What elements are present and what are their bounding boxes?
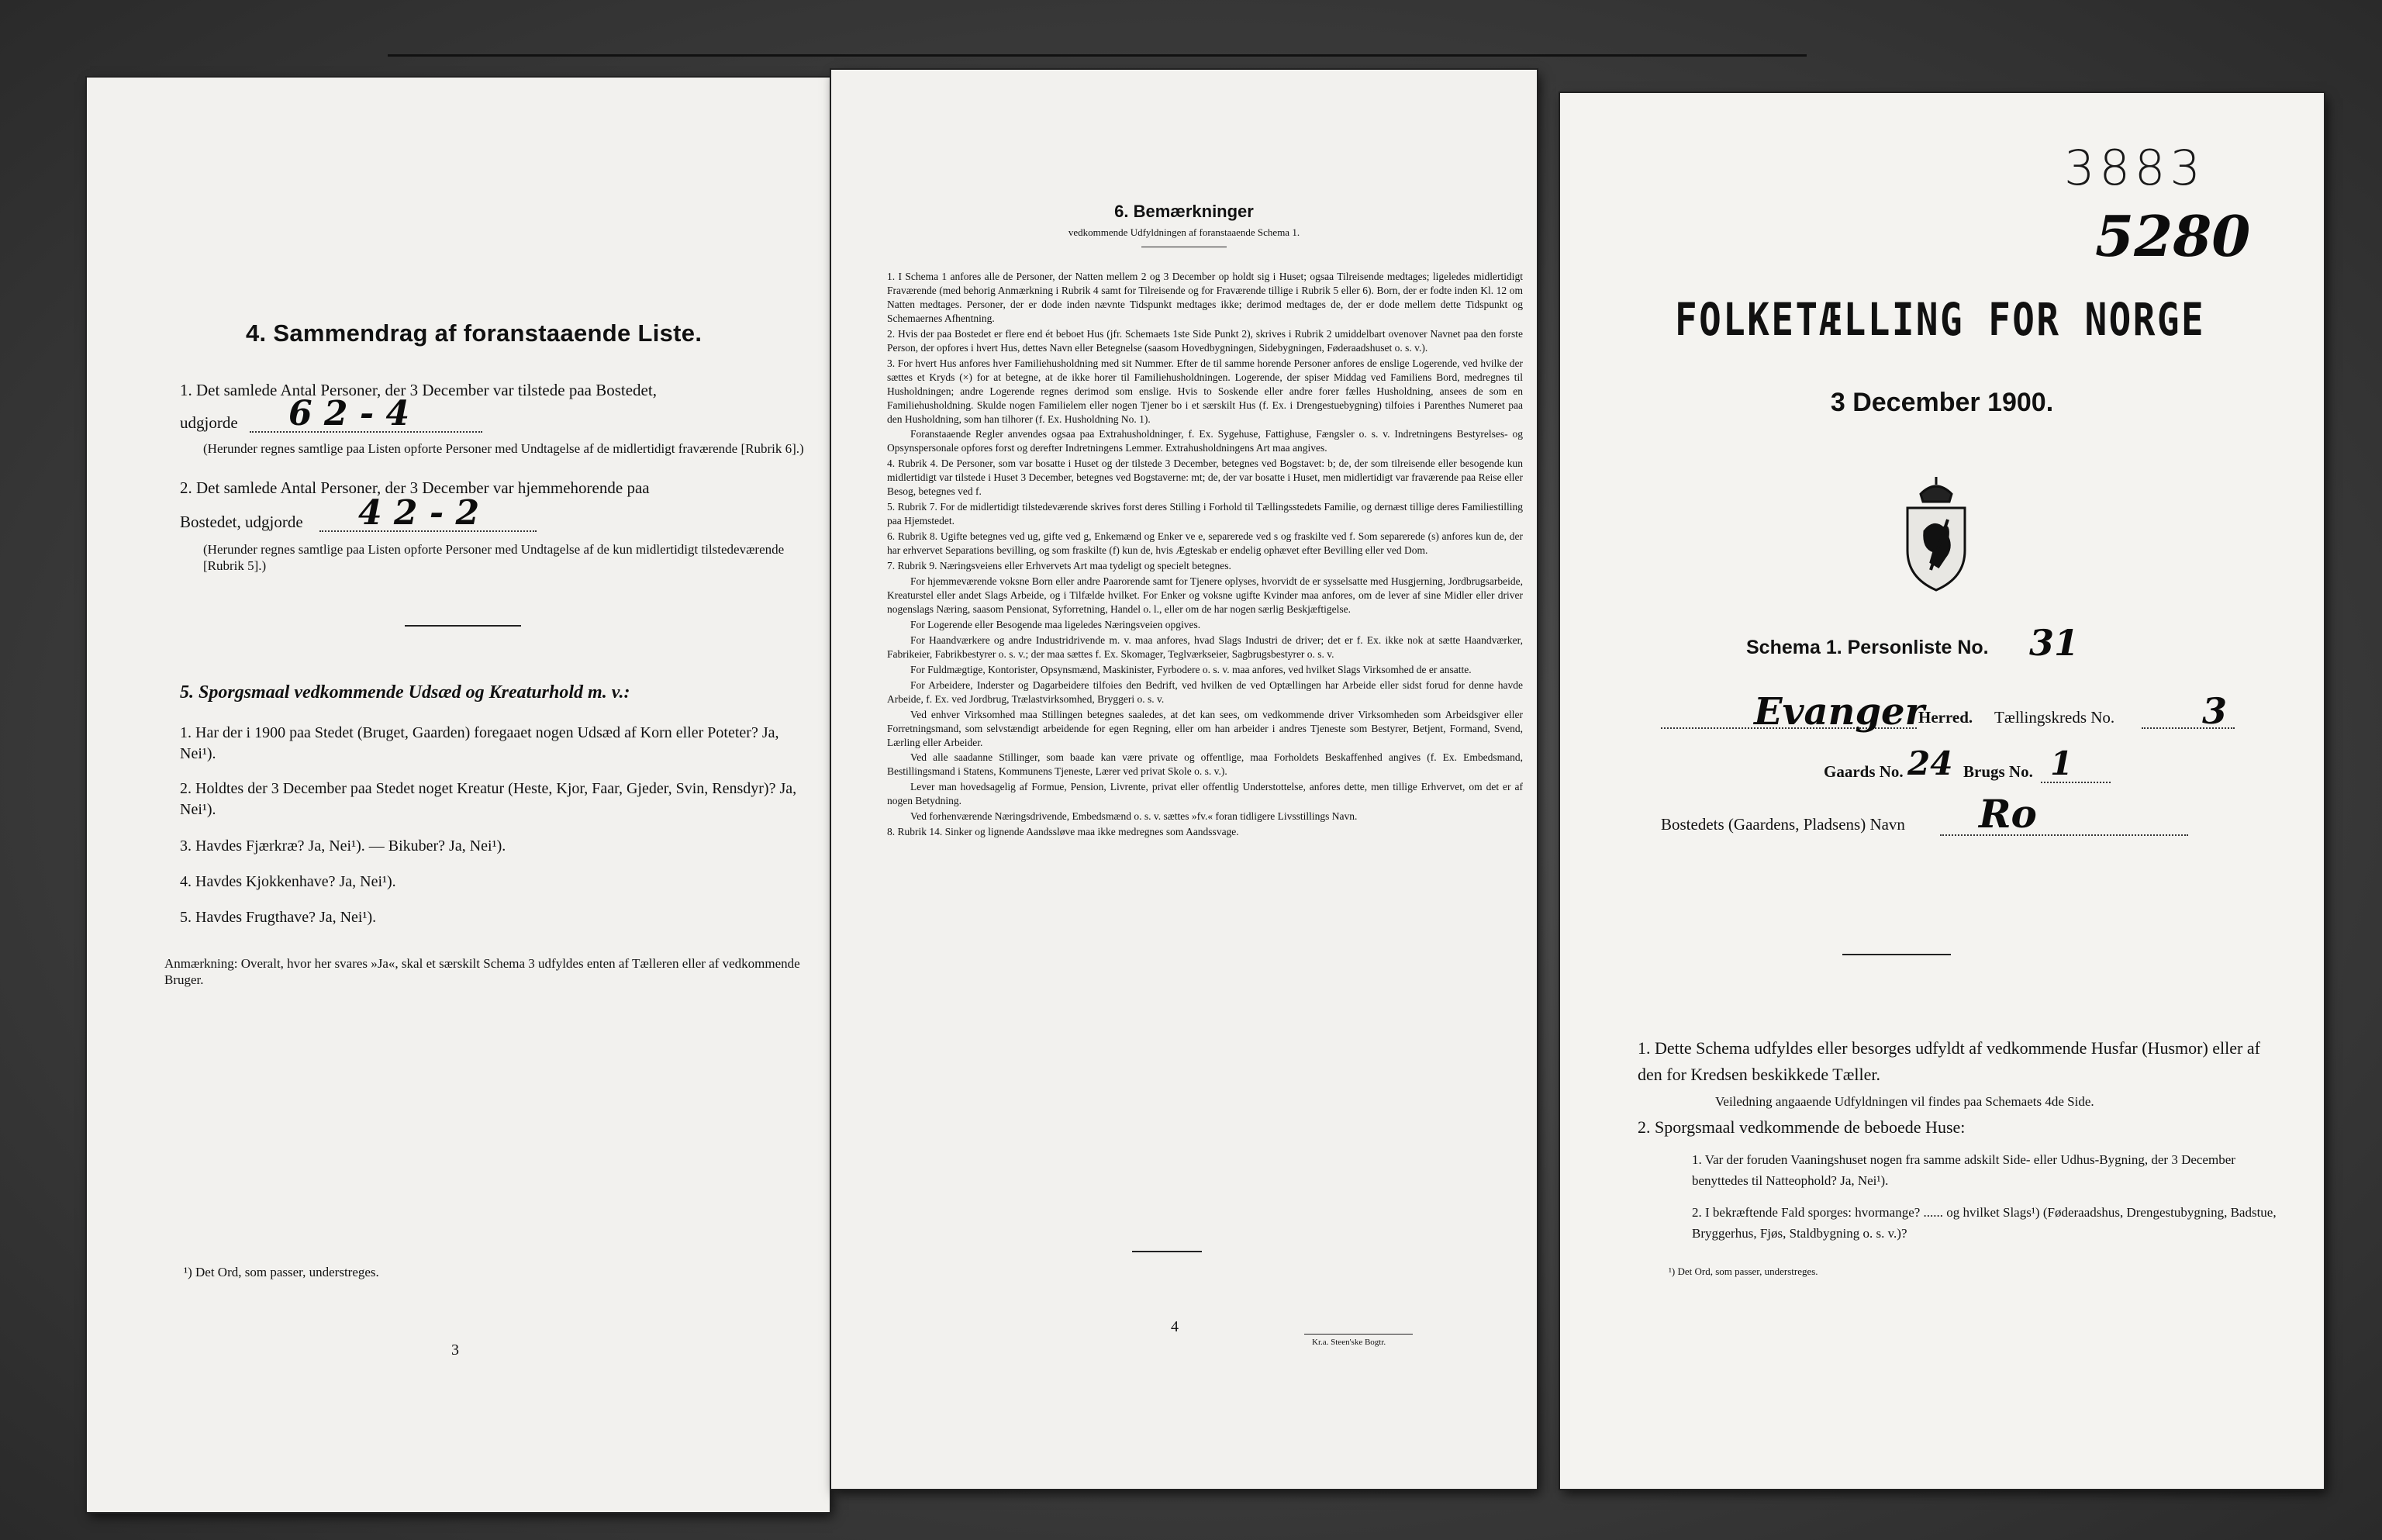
bosted-handwritten: Ro: [1979, 791, 2037, 837]
remark-item: Ved forhenværende Næringsdrivende, Embedsmænd o. s. v. sættes »fv.« foran tidligere Livsstillings Navn.: [910, 810, 1358, 823]
herred-label: Herred.: [1918, 708, 1973, 727]
instruction-2-question-2: 2. I bekræftende Fald sporges: hvormange? ...... og hvilket Slags¹) (Føderaadshus, Drengestubygning, Badstue, Bryggerhus, Fjøs, Staldbygning o. s. v.)?: [1692, 1205, 2277, 1241]
question-4: 4. Havdes Kjokkenhave? Ja, Nei¹).: [180, 873, 396, 890]
left-page: [87, 78, 830, 1512]
section5-title: 5. Sporgsmaal vedkommende Udsæd og Kreaturhold m. v.:: [180, 682, 630, 703]
remark-item: 1. I Schema 1 anfores alle de Personer, der Natten mellem 2 og 3 December op holdt sig i Huset; ogsaa Tilreisende medtages; ligeledes midlertidigt Fraværende (med behorig Anmærkning i Rubrik 4 samt for Tilreisende og for Fraværende tillige i Rubrik 5 eller 6). Born, der er fodte inden Kl. 12 om Natten medtages. Personer, der er dode inden nævnte Tidspunkt medtages ikke; derimod medtages de, der er dode mellem dette Tidspunkt og Schemaernes Afhentning.: [887, 271, 1523, 324]
remark-item: Ved alle saadanne Stillinger, som baade kan være private og offentlige, maa Forholdets Beskaffenhed angives (f. Ex. Embedsmand, Bestillingsmand i Statens, Kommunens Tjeneste, Lærer ved privat Skole o. s. v.).: [887, 751, 1523, 778]
item2-note: (Herunder regnes samtlige paa Listen opforte Personer med Undtagelse af de kun midlertidigt tilstedeværende [Rubrik 5].): [203, 542, 785, 574]
schema-number-handwritten: 31: [2029, 622, 2080, 664]
instruction-2: 2. Sporgsmaal vedkommende de beboede Huse:: [1638, 1117, 1966, 1137]
question-5: 5. Havdes Frugthave? Ja, Nei¹).: [180, 909, 377, 926]
remark-item: 2. Hvis der paa Bostedet er flere end ét beboet Hus (jfr. Schemaets 1ste Side Punkt 2), skrives i Rubrik 2 umiddelbart ovenover Navnet paa den forste Person, der opfores i hvert Hus, dettes Navn eller Betegnelse (saasom Hovedbygningen, Sidebygningen, Føderaadshuset o. s. v.).: [887, 327, 1523, 354]
page-number: 3: [451, 1341, 459, 1359]
item2-line1: 2. Det samlede Antal Personer, der 3 December var hjemmehorende paa: [180, 478, 650, 497]
remark-item: Lever man hovedsagelig af Formue, Pension, Livrente, privat eller offentlig Understottelse, anfores dette, men tillige Erhvervet, om det er af nogen Betydning.: [887, 781, 1523, 807]
document-title: FOLKETÆLLING FOR NORGE: [1675, 293, 2206, 346]
item1-handwritten: 6 2 - 4: [288, 394, 410, 433]
remark-item: 3. For hvert Hus anfores hver Familiehusholdning med sit Nummer. Efter de til samme horende Personer anfores de enslige Logerende, ved hvilke der sættes et Kryds (×) for at betegne, at de ikke horer til Familiehusholdningen. Logerende, der spiser Middag ved Familiens Bord, medregnes til Husholdningen; andre Logerende regnes derimod som enslige. Hvis to Soskende eller andre forer fælles Husholdning, ansees de som en Familiehusholdning. Skulde nogen Familielem eller nogen Tjener bo i et særskilt Hus (f. Ex. i Drengestuebygning) tilfoies i Parenthes Numeret paa den Husholdning, som han tilhorer (f. Ex. Husholdning No. 1).: [887, 357, 1523, 425]
bosted-dotline: [1940, 834, 2188, 836]
kreds-dotline: [2142, 727, 2235, 729]
item2-dotline: [319, 530, 537, 532]
instruction-2-question-1: 1. Var der foruden Vaaningshuset nogen fra samme adskilt Side- eller Udhus-Bygning, der 3 December benyttedes til Natteophold? Ja, Nei¹).: [1692, 1152, 2235, 1189]
bosted-label: Bostedets (Gaardens, Pladsens) Navn: [1661, 815, 1905, 834]
item2-label: Bostedet, udgjorde: [180, 513, 303, 531]
remark-item: Foranstaaende Regler anvendes ogsaa paa Extrahusholdninger, f. Ex. Sygehuse, Fattighuse, Fængsler o. s. v. Indretningens Bestyrelses- og Opsynspersonale opfores forst og derefter Indretningens Lemmer. Extrahusholdningens Art maa angives.: [887, 428, 1523, 454]
brugs-label: Brugs No.: [1963, 762, 2033, 781]
herred-handwritten: Evanger: [1754, 690, 1925, 734]
divider-left-1: [405, 625, 521, 627]
item1-line1: 1. Det samlede Antal Personer, der 3 December var tilstede paa Bostedet,: [180, 381, 657, 399]
handwritten-number-2: 5280: [2095, 203, 2251, 269]
footnote: ¹) Det Ord, som passer, understreges.: [184, 1265, 379, 1279]
printer-mark: Kr.a. Steen'ske Bogtr.: [1312, 1338, 1386, 1347]
remark-item: Ved enhver Virksomhed maa Stillingen betegnes saaledes, at det kan sees, om vedkommende driver Virksomheden som Arbeidsgiver eller Forretningsmand, som selvstændigt arbeidende for egen Regning, eller om han arbeider i andres Tjeneste som Bestyrer, Betjent, Formand, Svend, Lærling eller Arbeider.: [887, 708, 1523, 748]
anmerkning-note: Anmærkning: Overalt, hvor her svares »Ja«, skal et særskilt Schema 3 udfyldes enten af Tælleren eller af vedkommende Bruger.: [164, 956, 800, 988]
census-date: 3 December 1900.: [1830, 388, 2054, 417]
instruction-1-note: Veiledning angaaende Udfyldningen vil findes paa Schemaets 4de Side.: [1715, 1094, 2094, 1109]
remark-item: 6. Rubrik 8. Ugifte betegnes ved ug, gifte ved g, Enkemænd og Enker ve e, separerede ved s og fraskilte ved f. Som separerede (s) anfores kun de, der har erhvervet Separations bevilling, og som fraskilte (f) kun de, hvis Ægteskab er endelig ophævet efter Bevilling eller ved Dom.: [887, 530, 1523, 557]
divider-right: [1842, 954, 1951, 955]
kreds-label: Tællingskreds No.: [1994, 708, 2115, 727]
right-page: [1560, 93, 2324, 1489]
remark-item: 8. Rubrik 14. Sinker og lignende Aandssløve maa ikke medregnes som Aandssvage.: [887, 826, 1239, 838]
remark-item: 7. Rubrik 9. Næringsveiens eller Erhvervets Art maa tydeligt og specielt betegnes.: [887, 560, 1231, 572]
question-2: 2. Holdtes der 3 December paa Stedet noget Kreatur (Heste, Kjor, Faar, Gjeder, Svin, Rensdyr)? Ja, Nei¹).: [180, 780, 797, 818]
middle-page: [831, 70, 1537, 1489]
remarks-title: 6. Bemærkninger: [1114, 202, 1254, 221]
page-number: 4: [1171, 1318, 1179, 1335]
footnote: ¹) Det Ord, som passer, understreges.: [1669, 1265, 1818, 1277]
item1-note: (Herunder regnes samtlige paa Listen opforte Personer med Undtagelse af de midlertidigt fraværende [Rubrik 6].): [203, 441, 804, 456]
gaards-handwritten: 24: [1907, 744, 1953, 782]
handwritten-number-top: 3883: [2064, 140, 2205, 196]
brugs-dotline: [2041, 782, 2111, 783]
remark-item: For hjemmeværende voksne Born eller andre Paarorende samt for Tjenere oplyses, hvorvidt de er sysselsatte med Husgjerning, Jordbrugsarbeide, Kreaturstel eller andet Slags Arbeide, og i Tilfælde hvilket. For Enker og voksne ugifte Kvinder maa anfores, om de lever af sine Midler eller driver nogenslags Næring, saasom Pensionat, Syforretning, Handel o. l., eller om de har nogen særlig Beskjæftigelse.: [887, 575, 1523, 615]
gaards-label: Gaards No.: [1824, 762, 1904, 781]
section4-title: 4. Sammendrag af foranstaaende Liste.: [246, 319, 703, 347]
question-1: 1. Har der i 1900 paa Stedet (Bruget, Gaarden) foregaaet nogen Udsæd af Korn eller Poteter? Ja, Nei¹).: [180, 724, 779, 762]
top-rule: [388, 54, 1807, 57]
remark-item: 5. Rubrik 7. For de midlertidigt tilstedeværende skrives forst deres Stilling i Forhold til Tællingsstedets Familie, og dernæst tillige deres Familiestilling paa Hjemstedet.: [887, 501, 1523, 527]
item1-label: udgjorde: [180, 413, 238, 432]
brugs-handwritten: 1: [2050, 744, 2073, 782]
remark-item: For Logerende eller Besogende maa ligeledes Næringsveien opgives.: [910, 618, 1201, 630]
remark-item: For Fuldmægtige, Kontorister, Opsynsmænd, Maskinister, Fyrbodere o. s. v. maa anfores, ved hvilket Slags Virksomhed de er ansatte.: [910, 663, 1472, 675]
coat-of-arms-icon: [1894, 477, 1979, 593]
item2-handwritten: 4 2 - 2: [358, 493, 480, 533]
remark-item: For Haandværkere og andre Industridrivende m. v. maa anfores, hvad Slags Industri de driver; det er f. Ex. ikke nok at sætte Haandværker, Fabrikeier, Fabrikbestyrer o. s. v.; der maa sættes f. Ex. Skomager, Teglværkseier, Sagbrugsbestyrer o. s. v.: [887, 634, 1523, 660]
kreds-handwritten: 3: [2202, 690, 2228, 732]
remarks-list: [887, 270, 1523, 841]
remarks-subtitle: vedkommende Udfyldningen af foranstaaende Schema 1.: [1068, 226, 1300, 238]
remark-item: For Arbeidere, Inderster og Dagarbeidere tilfoies den Bedrift, ved hvilken de ved Optællingen har Arbeide eller sidst forud for denne havde Arbeide, f. Ex. ved Jordbrug, Trælastvirksomhed, Bryggeri o. s. v.: [887, 678, 1523, 705]
remark-item: 4. Rubrik 4. De Personer, som var bosatte i Huset og der tilstede 3 December, betegnes ved Bogstavet: b; de, der som tilreisende eller besogende kun midlertidigt var tilstede i Huset 3 December, betegnes ved Bogstaverne: mt; de, der var bosatte i Huset, men midlertidigt var fraværende paa Reise eller Besog, betegnes ved f.: [887, 458, 1523, 498]
item1-dotline: [250, 431, 482, 433]
instruction-1: 1. Dette Schema udfyldes eller besorges udfyldt af vedkommende Husfar (Husmor) eller af den for Kredsen beskikkede Tæller.: [1638, 1038, 2260, 1085]
divider-middle: [1132, 1251, 1202, 1252]
schema-label: Schema 1. Personliste No.: [1746, 637, 1989, 658]
question-3: 3. Havdes Fjærkræ? Ja, Nei¹). — Bikuber? Ja, Nei¹).: [180, 837, 506, 855]
printer-rule: [1304, 1334, 1413, 1335]
